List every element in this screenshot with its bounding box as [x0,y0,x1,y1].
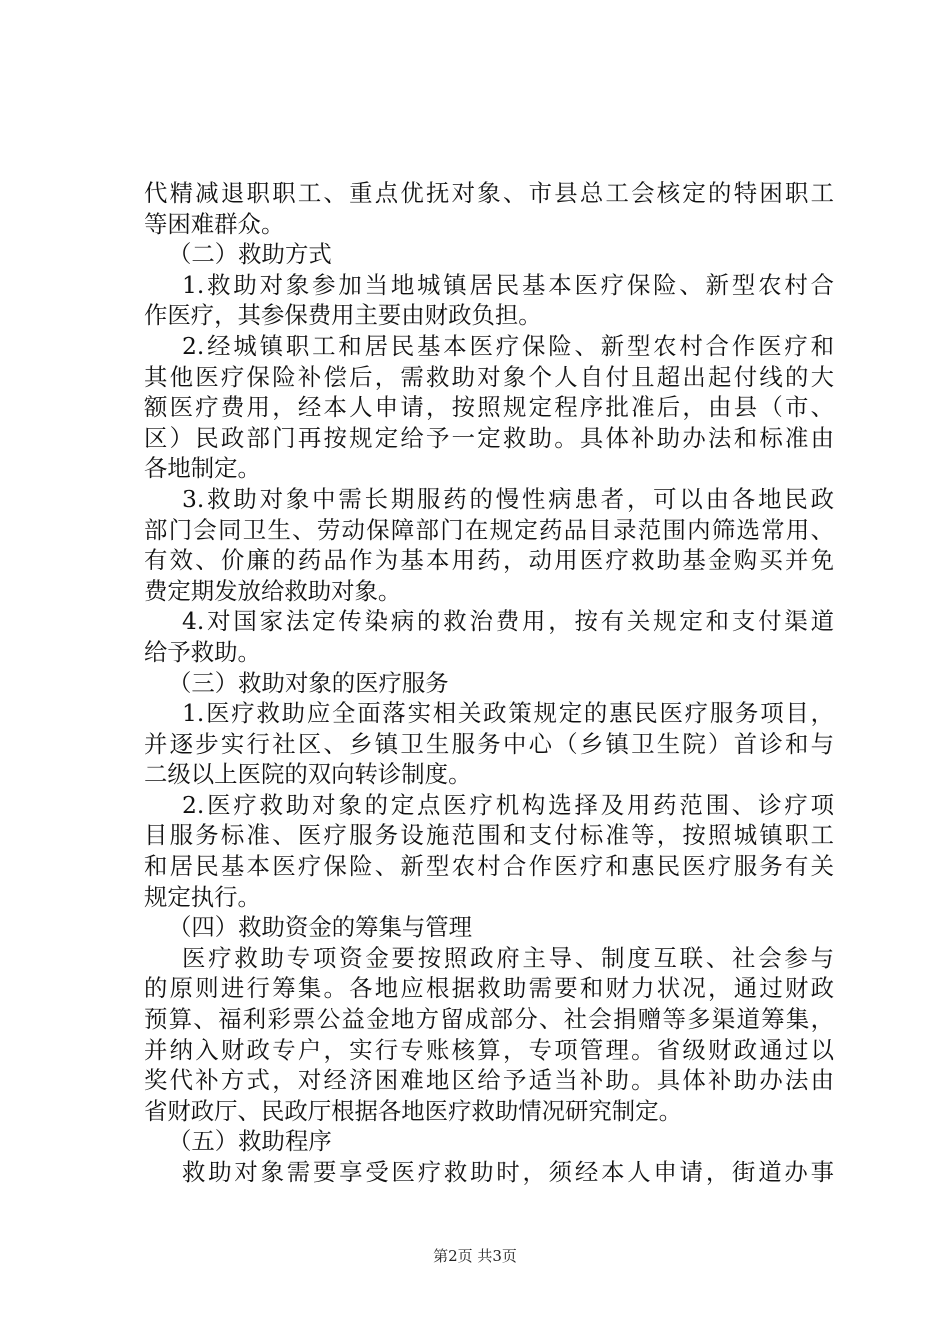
section-heading: （三）救助对象的医疗服务 [168,668,449,697]
text-line: 并纳入财政专户，实行专账核算，专项管理。省级财政通过以 [144,1035,834,1064]
text-line: 各地制定。 [144,454,261,483]
text-line: 有效、价廉的药品作为基本用药，动用医疗救助基金购买并免 [144,546,834,575]
text-line: 医疗救助专项资金要按照政府主导、制度互联、社会参与 [182,943,834,972]
text-line: 给予救助。 [144,637,261,666]
text-line: 1.救助对象参加当地城镇居民基本医疗保险、新型农村合 [182,270,834,299]
text-line: 4.对国家法定传染病的救治费用，按有关规定和支付渠道 [182,607,834,636]
text-line: 2.经城镇职工和居民基本医疗保险、新型农村合作医疗和 [182,331,834,360]
page-footer: 第2页 共3页 [433,1247,517,1265]
text-line: 代精减退职职工、重点优抚对象、市县总工会核定的特困职工 [144,179,834,207]
text-line: 的原则进行筹集。各地应根据救助需要和财力状况，通过财政 [144,974,834,1003]
text-line: 3.救助对象中需长期服药的慢性病患者，可以由各地民政 [182,484,834,513]
section-heading: （四）救助资金的筹集与管理 [168,913,473,942]
text-line: 目服务标准、医疗服务设施范围和支付标准等，按照城镇职工 [144,821,834,850]
text-line: 规定执行。 [144,882,261,911]
section-heading: （二）救助方式 [168,240,332,269]
text-line: 和居民基本医疗保险、新型农村合作医疗和惠民医疗服务有关 [144,852,834,881]
text-line: 省财政厅、民政厅根据各地医疗救助情况研究制定。 [144,1096,682,1125]
section-heading: （五）救助程序 [168,1127,332,1156]
text-line: 区）民政部门再按规定给予一定救助。具体补助办法和标准由 [144,423,834,452]
text-line: 作医疗，其参保费用主要由财政负担。 [144,301,542,330]
text-line: 部门会同卫生、劳动保障部门在规定药品目录范围内筛选常用、 [144,515,834,544]
text-line: 2.医疗救助对象的定点医疗机构选择及用药范围、诊疗项 [182,790,834,819]
text-line: 预算、福利彩票公益金地方留成部分、社会捐赠等多渠道筹集， [144,1005,834,1034]
text-line: 额医疗费用，经本人申请，按照规定程序批准后，由县（市、 [144,393,834,422]
text-line: 并逐步实行社区、乡镇卫生服务中心（乡镇卫生院）首诊和与 [144,729,834,758]
document-body [144,178,834,1188]
text-line: 奖代补方式，对经济困难地区给予适当补助。具体补助办法由 [144,1066,834,1095]
text-line: 其他医疗保险补偿后，需救助对象个人自付且超出起付线的大 [144,362,834,391]
text-line: 费定期发放给救助对象。 [144,576,402,605]
text-line: 二级以上医院的双向转诊制度。 [144,760,472,789]
text-line: 等困难群众。 [144,209,285,238]
text-line: 救助对象需要享受医疗救助时，须经本人申请，街道办事 [182,1158,834,1186]
text-line: 1.医疗救助应全面落实相关政策规定的惠民医疗服务项目， [182,699,834,728]
